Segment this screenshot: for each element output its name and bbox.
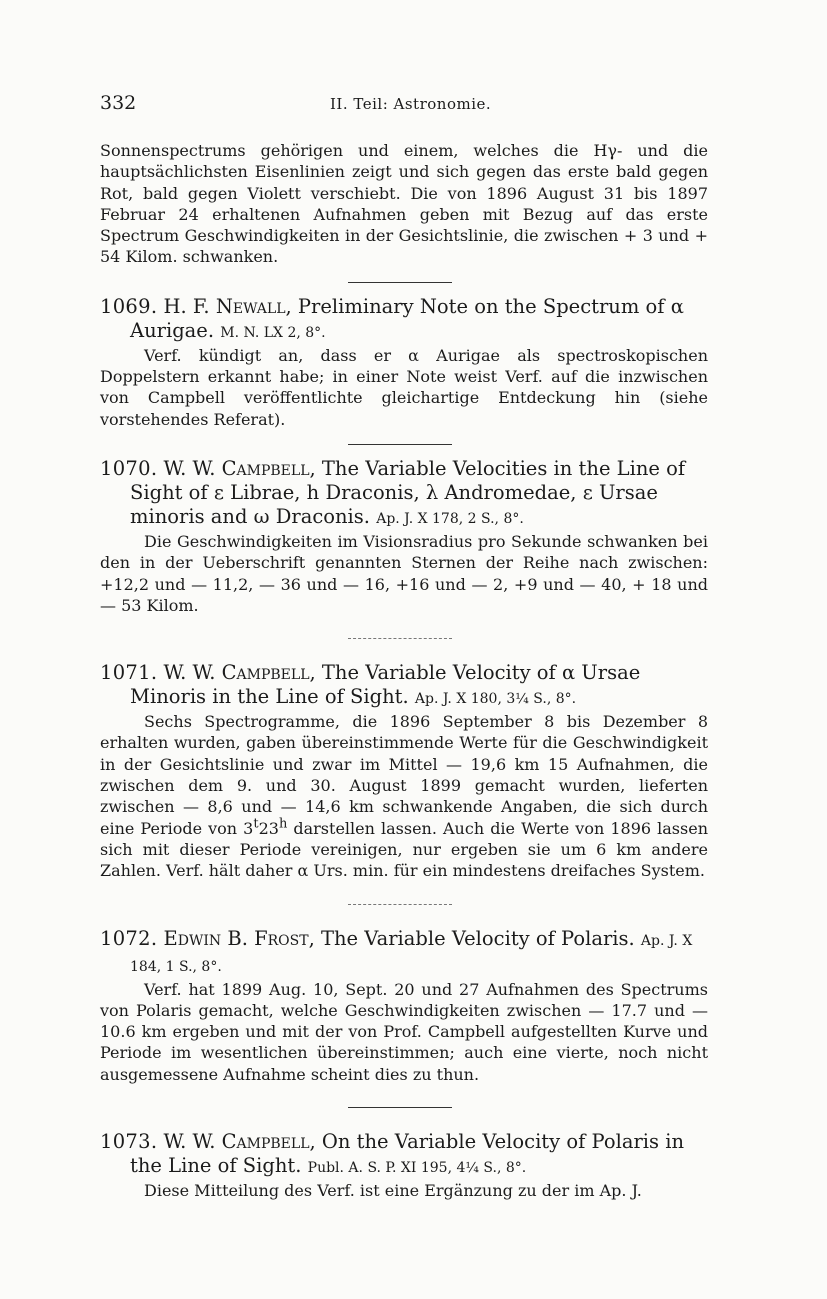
author-initials: W. W. xyxy=(163,661,216,685)
citation: M. N. LX 2, 8°. xyxy=(220,324,326,341)
page xyxy=(100,92,708,1201)
author-initials: W. W. xyxy=(163,456,216,480)
citation: Ap. J. X 180, 3¼ S., 8°. xyxy=(414,691,577,708)
author-surname: Campbell, xyxy=(221,1130,316,1154)
separator-rule xyxy=(348,444,452,445)
entry-number: 1072. xyxy=(100,926,158,950)
entry-text: Diese Mitteilung des Verf. ist eine Ergänzung zu der im Ap. J. xyxy=(144,1181,642,1201)
separator-rule xyxy=(348,638,452,639)
entry-text xyxy=(100,711,708,881)
author-initials: Edwin B. xyxy=(163,926,248,950)
author-surname: Campbell, xyxy=(221,661,316,685)
entry-number: 1070. xyxy=(100,456,158,480)
entry-heading xyxy=(100,457,708,531)
separator-rule xyxy=(348,282,452,283)
entry-1069 xyxy=(100,295,708,430)
author-surname: Frost, xyxy=(254,926,315,950)
entry-text: Verf. kündigt an, dass er α Aurigae als spectroskopischen Doppelstern erkannt habe; in einer Note weist Verf. auf die inzwischen von Campbell veröffentlichte gleichartige Entdeckung hin (siehe vorstehendes Referat). xyxy=(100,345,708,429)
entry-text: Verf. hat 1899 Aug. 10, Sept. 20 und 27 Aufnahmen des Spectrums von Polaris gemacht, welche Geschwindigkeiten zwischen — 17.7 und — 10.6 km ergeben und mit der von Prof. Campbell aufgestellten Kurve und Periode im wesentlichen übereinstimmen; auch eine vierte, noch nicht ausgemessene Aufnahme scheint dies zu thun. xyxy=(100,979,708,1084)
entry-number: 1069. xyxy=(100,294,158,318)
entry-heading xyxy=(100,1130,708,1180)
separator-rule xyxy=(348,904,452,905)
page-number: 332 xyxy=(100,92,137,114)
entry-title: On the Variable Velocity of Polaris in the Line of Sight. xyxy=(130,1130,685,1178)
intro-paragraph: Sonnenspectrums gehörigen und einem, welches die Hγ- und die hauptsächlichsten Eisenlinien zeigt und sich gegen das erste bald gegen Rot, bald gegen Violett verschiebt. Die von 1896 August 31 bis 1897 Februar 24 erhaltenen Aufnahmen geben mit Bezug auf das erste Spectrum Geschwindigkeiten in der Gesichtslinie, die zwischen + 3 und + 54 Kilom. schwanken. xyxy=(100,141,708,267)
author-surname: Newall, xyxy=(215,294,292,318)
entry-title: The Variable Velocities in the Line of Sight of ε Librae, h Draconis, λ Andromedae, ε Ursae minoris and ω Draconis. xyxy=(130,456,686,528)
entry-title: The Variable Velocity of Polaris. xyxy=(320,926,635,950)
page-header xyxy=(100,92,708,122)
entry-number: 1073. xyxy=(100,1130,158,1154)
entry-number: 1071. xyxy=(100,661,158,685)
superscript-hours: h xyxy=(278,816,288,832)
entry-heading xyxy=(100,661,708,711)
running-title: II. Teil: Astronomie. xyxy=(330,95,492,113)
entry-heading xyxy=(100,927,708,979)
citation: Publ. A. S. P. XI 195, 4¼ S., 8°. xyxy=(307,1160,527,1177)
citation: Ap. J. X 184, 1 S., 8°. xyxy=(130,932,693,975)
separator-rule xyxy=(348,1107,452,1108)
author-initials: W. W. xyxy=(163,1130,216,1154)
author-initials: H. F. xyxy=(163,294,210,318)
entry-1073 xyxy=(100,1130,708,1201)
entry-title: The Variable Velocity of α Ursae Minoris in the Line of Sight. xyxy=(130,661,641,709)
citation: Ap. J. X 178, 2 S., 8°. xyxy=(376,510,524,527)
entry-1072 xyxy=(100,927,708,1085)
entry-text-part: Sechs Spectrogramme, die 1896 September 8 bis Dezember 8 erhalten wurden, gaben übereinstimmende Werte für die Geschwindigkeit in der Gesichtslinie und zwar im Mittel — 19,6 km 15 Aufnahmen, die zwischen dem 9. und 30. August 1899 gemacht wurden, lieferten zwischen — 8,6 und — 14,6 km schwankende Angaben, die sich durch eine Periode von 3 xyxy=(100,712,708,838)
entry-1071 xyxy=(100,661,708,881)
entry-title: Preliminary Note on the Spectrum of α Aurigae. xyxy=(130,294,684,342)
entry-1070 xyxy=(100,457,708,616)
superscript-days: t xyxy=(253,816,259,832)
period-hours: 23 xyxy=(258,818,279,838)
author-surname: Campbell, xyxy=(221,456,316,480)
entry-heading xyxy=(100,295,708,345)
entry-text-part: darstellen lassen. Auch die Werte von 1896 lassen sich mit dieser Periode vereinigen, nur ergeben sie um 6 km andere Zahlen. Verf. hält daher α Urs. min. für ein mindestens dreifaches System. xyxy=(100,818,708,881)
entry-text: Die Geschwindigkeiten im Visionsradius pro Sekunde schwanken bei den in der Ueberschrift genannten Sternen der Reihe nach zwischen: +12,2 und — 11,2, — 36 und — 16, +16 und — 2, +9 und — 40, + 18 und — 53 Kilom. xyxy=(100,531,708,615)
